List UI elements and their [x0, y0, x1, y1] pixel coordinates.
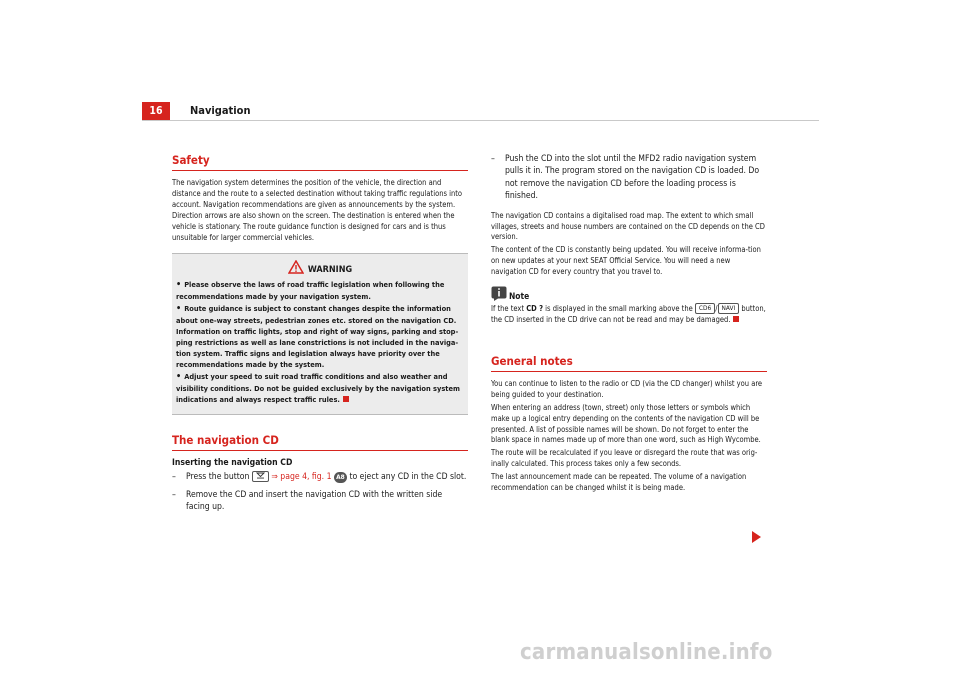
watermark: carmanualsonline.info [520, 640, 773, 665]
bullet-icon: • [176, 280, 182, 291]
cd-paragraph-2: The content of the CD is constantly being updated. You will receive informa-tion on new updates at your next SEAT Official Service. You will need a new navigation CD for every country that you travel to. [491, 245, 761, 277]
callout-badge: A8 [334, 472, 347, 483]
warning-item: • Please observe the laws of road traffic legislation when following the recommendations made by your navigation system. [176, 280, 445, 302]
cd6-key: CD6 [695, 303, 715, 314]
general-paragraph: The route will be recalculated if you leave or disregard the route that was orig-inally calculated. This process takes only a few seconds. [491, 448, 758, 469]
safety-heading: Safety [172, 153, 468, 171]
step-2: – Remove the CD and insert the navigation CD with the written side facing up. [172, 489, 443, 513]
note-body: If the text CD ? is displayed in the small marking above the CD6 / NAVI button, the CD inserted in the CD drive can not be read and may be damaged. [491, 304, 766, 324]
eject-button-icon [252, 471, 269, 482]
general-paragraph: The last announcement made can be repeated. The volume of a navigation recommendation can be changed whilst it is being made. [491, 472, 747, 493]
step-3: – Push the CD into the slot until the MFD2 radio navigation system pulls it in. The program stored on the navigation CD is loaded. Do not remove the navigation CD before the loading process is finished. [491, 154, 760, 202]
general-paragraph: You can continue to listen to the radio or CD (via the CD changer) whilst you are being guided to your destination. [491, 378, 763, 399]
page-reference-link[interactable]: ⇒ page 4, fig. 1 [271, 472, 332, 483]
warning-header [176, 260, 464, 275]
bullet-icon: • [176, 372, 182, 383]
cd-paragraph-1: The navigation CD contains a digitalised road map. The extent to which small villages, streets and house numbers are contained on the CD depends on the CD version. [491, 210, 765, 242]
continue-arrow-icon [752, 531, 761, 543]
navi-key: NAVI [718, 303, 740, 314]
general-notes-heading: General notes [491, 354, 767, 372]
warning-title: WARNING [307, 265, 353, 276]
warning-item: • Adjust your speed to suit road traffic conditions and also weather and visibility conditions. Do not be guided exclusively by the navigation system indications and always respect traffic rules. [176, 372, 460, 405]
info-icon [491, 286, 507, 301]
header-rule [142, 120, 819, 121]
note-title: Note [509, 291, 530, 302]
page-number: 16 [142, 102, 170, 121]
section-end-icon [733, 316, 739, 322]
note-header [491, 286, 767, 301]
inserting-subheading: Inserting the navigation CD [172, 458, 293, 469]
safety-body: The navigation system determines the position of the vehicle, the direction and distance and the route to a selected destination without taking traffic regulations into account. Navigation recommendations are given as announcements by the system. Direction arrows are also shown on the screen. The destination is entered when the vehicle is stationary. The route guidance function is designed for cars and is thus unsuitable for larger commercial vehicles. [172, 178, 463, 242]
warning-item: • Route guidance is subject to constant changes despite the information about one-way streets, pedestrian zones etc. stored on the navigation CD. Information on traffic lights, stop and right of way signs, parking and stop-ping restrictions as well as lane constrictions is not included in the naviga-tion system. Traffic signs and legislation always have priority over the recommendations made by the system. [176, 304, 459, 370]
left-column [172, 153, 468, 519]
cd-error-code: CD ? [526, 304, 544, 314]
bullet-icon: • [176, 304, 182, 315]
warning-box [172, 253, 468, 415]
right-column [491, 153, 767, 496]
running-title: Navigation [190, 104, 251, 117]
section-end-icon [343, 396, 349, 402]
warning-triangle-icon [288, 260, 304, 274]
navigation-cd-heading: The navigation CD [172, 433, 468, 451]
step-1: – Press the button ⇒ page 4, fig. 1 A8 to eject any CD in the CD slot. [172, 472, 467, 483]
general-paragraph: When entering an address (town, street) only those letters or symbols which make up a logical entry depending on the contents of the navigation CD will be presented. A list of possible names will be shown. Do not forget to enter the blank space in names made up of more than one word, such as High Wycombe. [491, 402, 761, 445]
